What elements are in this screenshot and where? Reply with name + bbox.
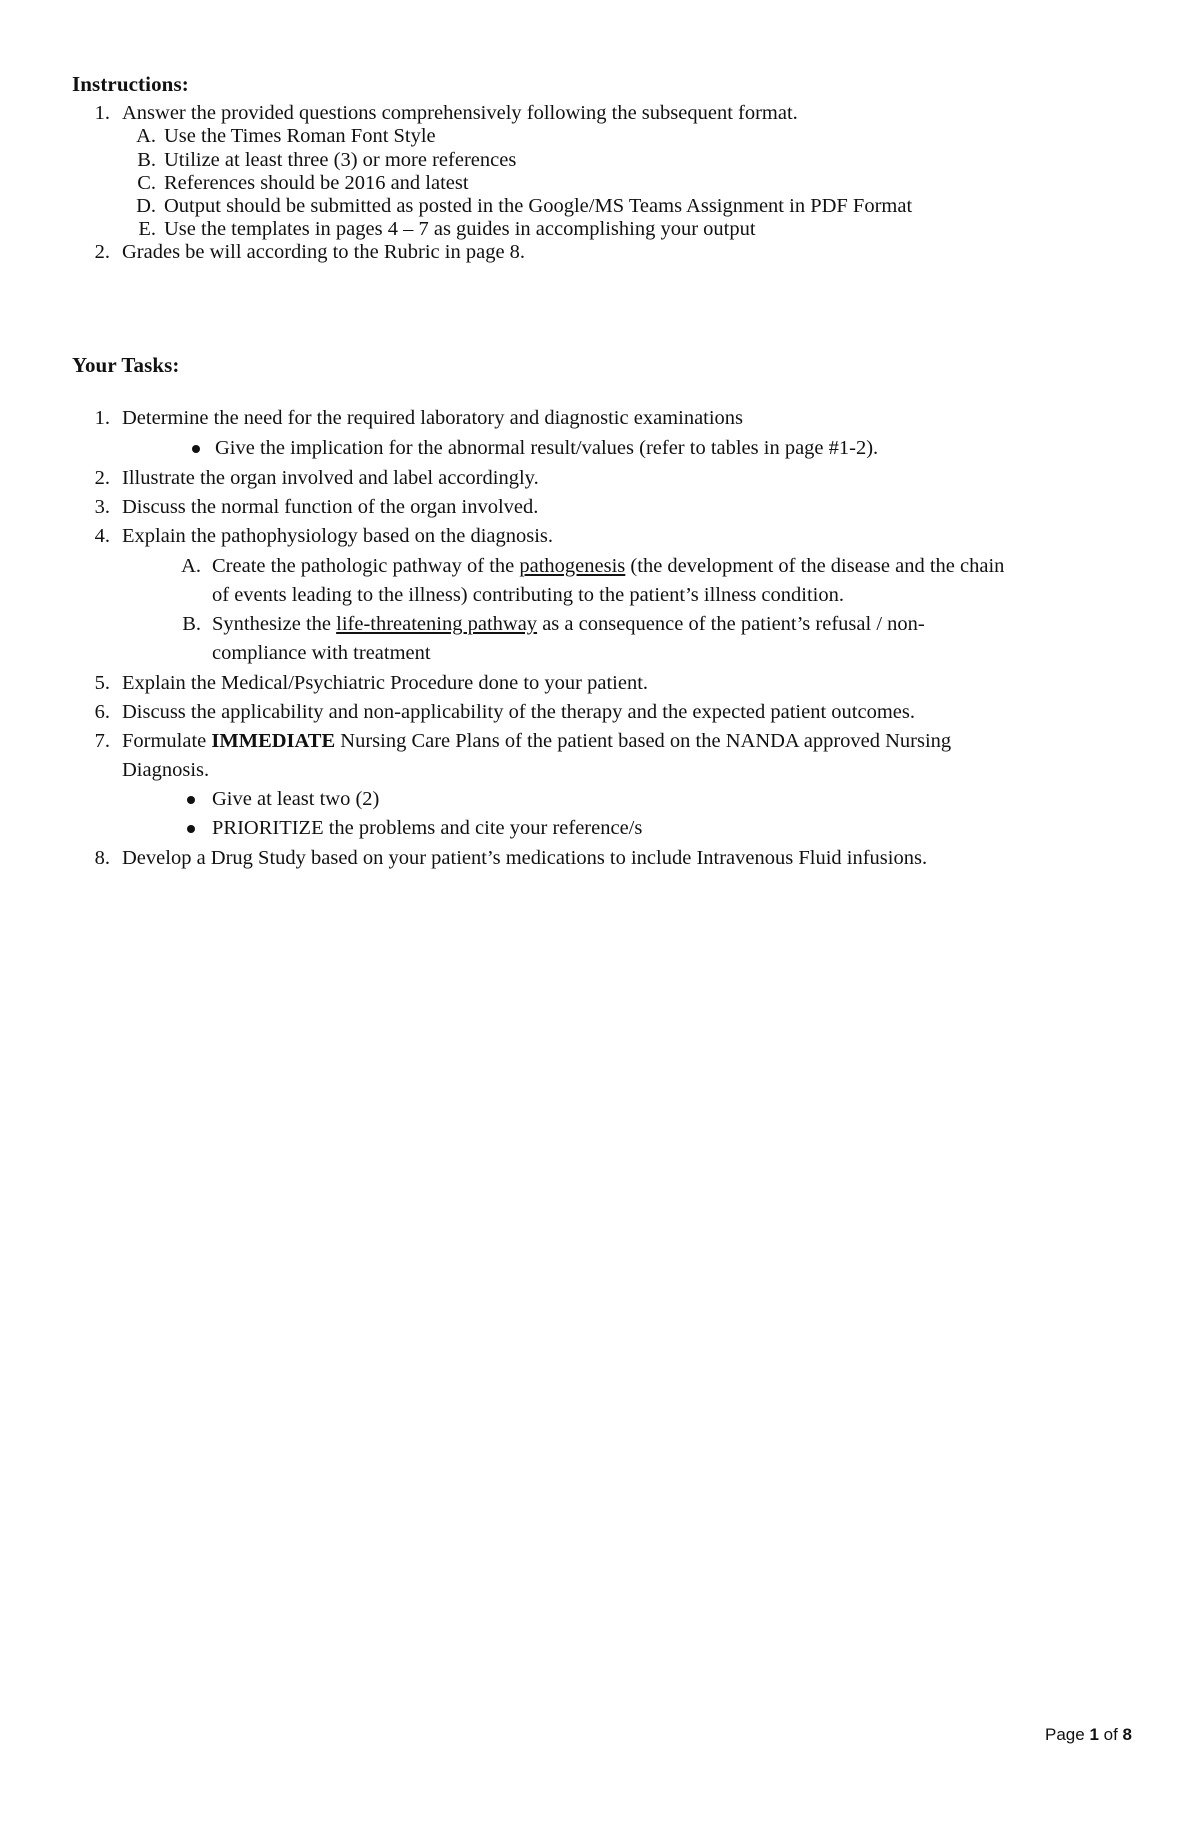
bullet-icon	[192, 445, 200, 453]
bullet-icon	[187, 796, 195, 804]
task-4a-continued: of events leading to the illness) contributing to the patient’s illness condition.	[212, 584, 844, 606]
instructions-heading: Instructions:	[72, 72, 189, 96]
bullet-icon	[187, 825, 195, 833]
page-number: Page 1 of 8	[1045, 1725, 1132, 1744]
task-4b-continued: compliance with treatment	[212, 642, 431, 664]
tasks-heading: Your Tasks:	[72, 353, 180, 377]
task-7-continued: Diagnosis.	[122, 759, 210, 781]
document-page: Instructions: 1. Answer the provided questions comprehensively following the subsequent format. A. Use the Times Roman Font Style B. Utilize at least three (3) or more references C. References should be 2016 and latest D. Output should be submitted as posted in the Google/MS Teams Assignment in PDF Format E. Use the templates in pages 4 – 7 as guides in accomplishing your output 2. Grades be will according to the Rubric in page 8. Your Tasks: 1. Determine the need for the required laboratory and diagnostic examinations Give the implication for the abnormal result/values (refer to tables in page #1-2). 2. Illustrate the organ involved and label accordingly. 3. Discuss the normal function of the organ involved. 4. Explain the pathophysiology based on the diagnosis. A. Create the pathologic pathway of the pathogenesis (the development of the disease and the chain of events leading to the illness) contributing to the patient’s illness condition. B. Synthesize the life-threatening pathway as a consequence of the patient’s refusal / non- compliance with treatment 5. Explain the Medical/Psychiatric Procedure done to your patient. 6. Discuss the applicability and non-applicability of the therapy and the expected patient outcomes. 7. Formulate IMMEDIATE Nursing Care Plans of the patient based on the NANDA approved Nursing Diagnosis. Give at least two (2) PRIORITIZE the problems and cite your reference/s 8. Develop a Drug Study based on your patient’s medications to include Intravenous Fluid infusions. Page 1 of 8	[72, 72, 1132, 1744]
